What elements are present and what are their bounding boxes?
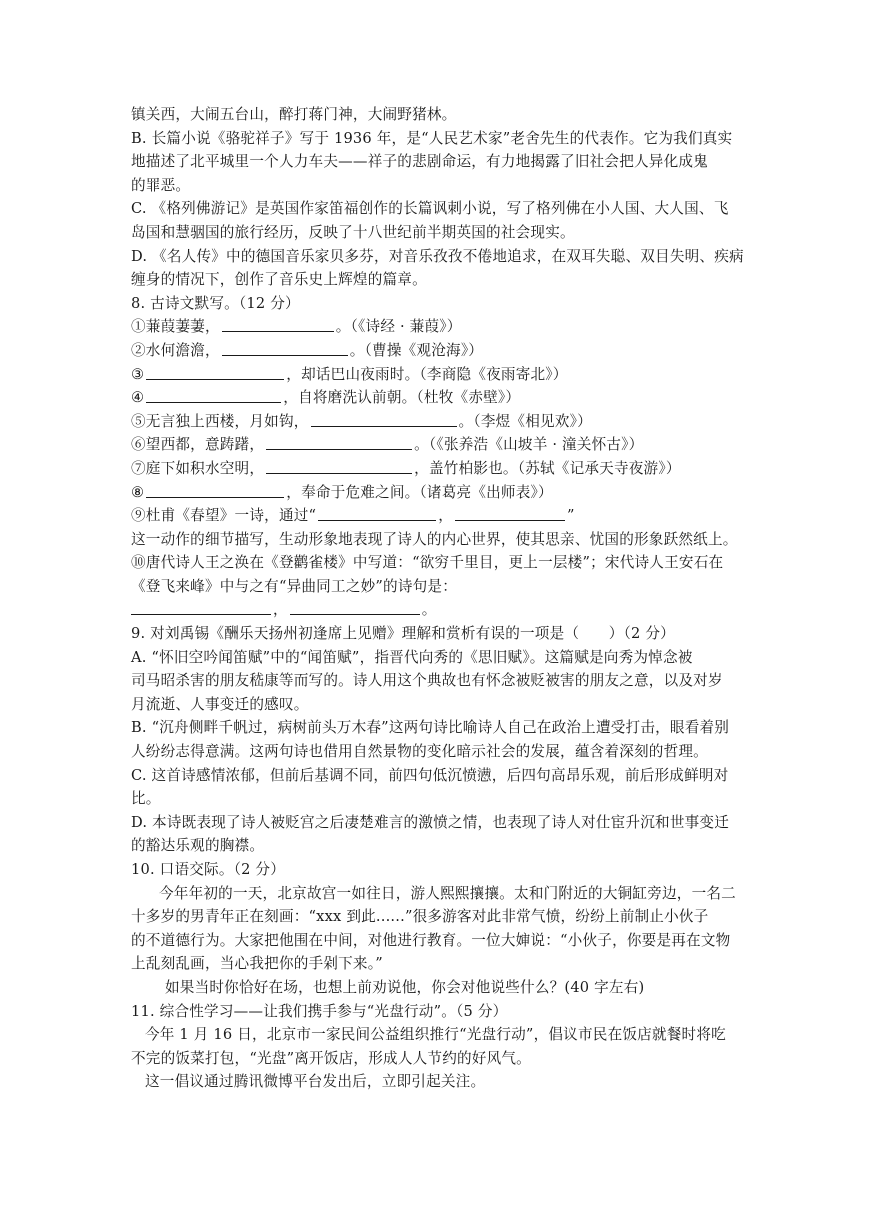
- paragraph-line: 的不道德行为。大家把他围在中间，对他进行教育。一位大婶说：“小伙子，你要是再在文物: [131, 931, 731, 949]
- dictation-text: ⑦庭下如积水空明，: [131, 459, 265, 477]
- dictation-text: ⑨杜甫《春望》一诗，通过“: [131, 507, 317, 525]
- dictation-text: ”: [566, 507, 575, 525]
- answer-blank[interactable]: [146, 364, 284, 380]
- text-line: 这一动作的细节描写，生动形象地表现了诗人的内心世界，使其思亲、忧国的形象跃然纸上。: [131, 530, 738, 548]
- answer-blank[interactable]: [131, 599, 271, 615]
- question-8-heading: 8. 古诗文默写。（12 分）: [131, 294, 300, 312]
- question-prompt: 如果当时你恰好在场，也想上前劝说他，你会对他说些什么？(40 字左右): [165, 978, 645, 996]
- dictation-text: ④: [131, 389, 145, 407]
- paragraph-line: 不完的饭菜打包，“光盘”离开饭店，形成人人节约的好风气。: [131, 1049, 531, 1067]
- text-line: 《登飞来峰》中与之有“异曲同工之妙”的诗句是：: [131, 577, 457, 595]
- dictation-item-4: [131, 386, 731, 410]
- answer-blank[interactable]: [146, 482, 284, 498]
- answer-blank[interactable]: [318, 505, 436, 521]
- option-b-line: B. “沉舟侧畔千帆过，病树前头万木春”这两句诗比喻诗人自己在政治上遭受打击，眼看着别: [131, 719, 730, 737]
- document-page: [131, 103, 744, 1094]
- answer-blank[interactable]: [290, 599, 420, 615]
- text-line: 比。: [131, 790, 161, 808]
- question-10-heading: 10. 口语交际。（2 分）: [131, 861, 286, 878]
- option-d-line: D. 《名人传》中的德国音乐家贝多芬，对音乐孜孜不倦地追求，在双耳失聪、双目失明、疾病: [131, 247, 744, 265]
- dictation-text: ⑤无言独上西楼，月如钩，: [131, 412, 309, 430]
- option-c-line: C. 这首诗感情浓郁，但前后基调不同，前四句低沉愤懑，后四句高昂乐观，前后形成鲜明对: [131, 766, 729, 784]
- dictation-text: ③: [131, 365, 145, 383]
- option-d-line: D. 本诗既表现了诗人被贬宫之后凄楚难言的激愤之情，也表现了诗人对仕宦升沉和世事变迁: [131, 813, 730, 831]
- dictation-item-5: [131, 410, 731, 434]
- dictation-item-9: [131, 504, 731, 528]
- paragraph-line: 十多岁的男青年正在刻画：“xxx 到此......”很多游客对此非常气愤，纷纷上前制止小伙子: [131, 908, 709, 926]
- dictation-item-8: [131, 481, 731, 505]
- text-line: 的豁达乐观的胸襟。: [131, 837, 265, 855]
- text-line: 人纷纷志得意满。这两句诗也借用自然景物的变化暗示社会的发展，蕴含着深刻的哲理。: [131, 743, 708, 761]
- paragraph-line: 上乱刻乱画，当心我把你的手剁下来。”: [131, 955, 383, 973]
- dictation-text: ②水何澹澹，: [131, 341, 220, 359]
- question-9-heading: 9. 对刘禹锡《酬乐天扬州初逢席上见赠》理解和赏析有误的一项是（ ）（2 分）: [131, 625, 675, 643]
- answer-blank[interactable]: [266, 458, 412, 474]
- answer-blank[interactable]: [222, 340, 348, 356]
- text-line: 镇关西，大闹五台山，醉打蒋门神，大闹野猪林。: [131, 106, 457, 123]
- text-line: 地描述了北平城里一个人力车夫——祥子的悲剧命运，有力地揭露了旧社会把人异化成鬼: [131, 153, 708, 171]
- question-11-heading: 11. 综合性学习——让我们携手参与“光盘行动”。（5 分）: [131, 1002, 508, 1020]
- dictation-item-7: [131, 457, 731, 481]
- dictation-text: ，: [273, 601, 288, 619]
- dictation-source: ，自将磨洗认前朝。（杜牧《赤壁》）: [283, 389, 521, 407]
- dictation-text: ⑥望西都，意踌躇，: [131, 436, 265, 454]
- dictation-source: 。（《诗经 · 蒹葭》）: [335, 318, 462, 336]
- dictation-text: ⑧: [131, 483, 145, 501]
- dictation-source: 。（曹操《观沧海》）: [349, 341, 484, 359]
- dictation-item-6: [131, 433, 731, 457]
- dictation-text: ①蒹葭萋萋，: [131, 318, 220, 336]
- option-b-line: B. 长篇小说《骆驼祥子》写于 1936 年，是“人民艺术家”老舍先生的代表作。它为我们真实: [131, 129, 733, 147]
- dictation-item-10-answer: [131, 598, 731, 622]
- text-line: 岛国和慧骃国的旅行经历，反映了十八世纪前半期英国的社会现实。: [131, 223, 575, 241]
- answer-blank[interactable]: [146, 387, 281, 403]
- dictation-source: ，盖竹柏影也。（苏轼《记承天寺夜游》）: [414, 459, 681, 477]
- dictation-source: 。（《张养浩《山坡羊 · 潼关怀古》）: [414, 436, 644, 454]
- dictation-text: ，: [438, 507, 453, 525]
- answer-blank[interactable]: [266, 434, 412, 450]
- text-line: 的罪恶。: [131, 176, 191, 194]
- paragraph-line: 这一倡议通过腾讯微博平台发出后，立即引起关注。: [145, 1073, 486, 1091]
- answer-blank[interactable]: [455, 505, 565, 521]
- text-line: 司马昭杀害的朋友嵇康等而写的。诗人用这个典故也有怀念被贬被害的朋友之意，以及对岁: [131, 672, 723, 690]
- dictation-item-3: [131, 363, 731, 387]
- dictation-item-2: [131, 339, 731, 363]
- paragraph-line: 今年 1 月 16 日，北京市一家民间公益组织推行“光盘行动”，倡议市民在饭店就餐时将吃: [145, 1026, 726, 1044]
- option-c-line: C. 《格列佛游记》是英国作家笛福创作的长篇讽刺小说，写了格列佛在小人国、大人国、飞: [131, 200, 729, 218]
- dictation-source: ，却话巴山夜雨时。（李商隐《夜雨寄北》）: [286, 365, 568, 383]
- dictation-text: 。: [421, 601, 437, 619]
- dictation-source: 。（李煜《相见欢》）: [458, 412, 592, 430]
- answer-blank[interactable]: [222, 316, 334, 332]
- answer-blank[interactable]: [311, 411, 457, 427]
- paragraph-line: 今年年初的一天，北京故宫一如往日，游人熙熙攘攘。太和门附近的大铜缸旁边，一名二: [159, 884, 736, 902]
- dictation-item-10: ⑩唐代诗人王之涣在《登鹳雀楼》中写道：“欲穷千里目，更上一层楼”；宋代诗人王安石在: [131, 554, 724, 572]
- text-line: 月流逝、人事变迁的感叹。: [131, 695, 309, 713]
- text-line: 缠身的情况下，创作了音乐史上辉煌的篇章。: [131, 271, 427, 289]
- dictation-source: ，奉命于危难之间。（诸葛亮《出师表》）: [286, 483, 553, 501]
- dictation-item-1: [131, 315, 731, 339]
- option-a-line: A. “怀旧空吟闻笛赋”中的“闻笛赋”，指晋代向秀的《思旧赋》。这篇赋是向秀为悼念被: [131, 648, 693, 666]
